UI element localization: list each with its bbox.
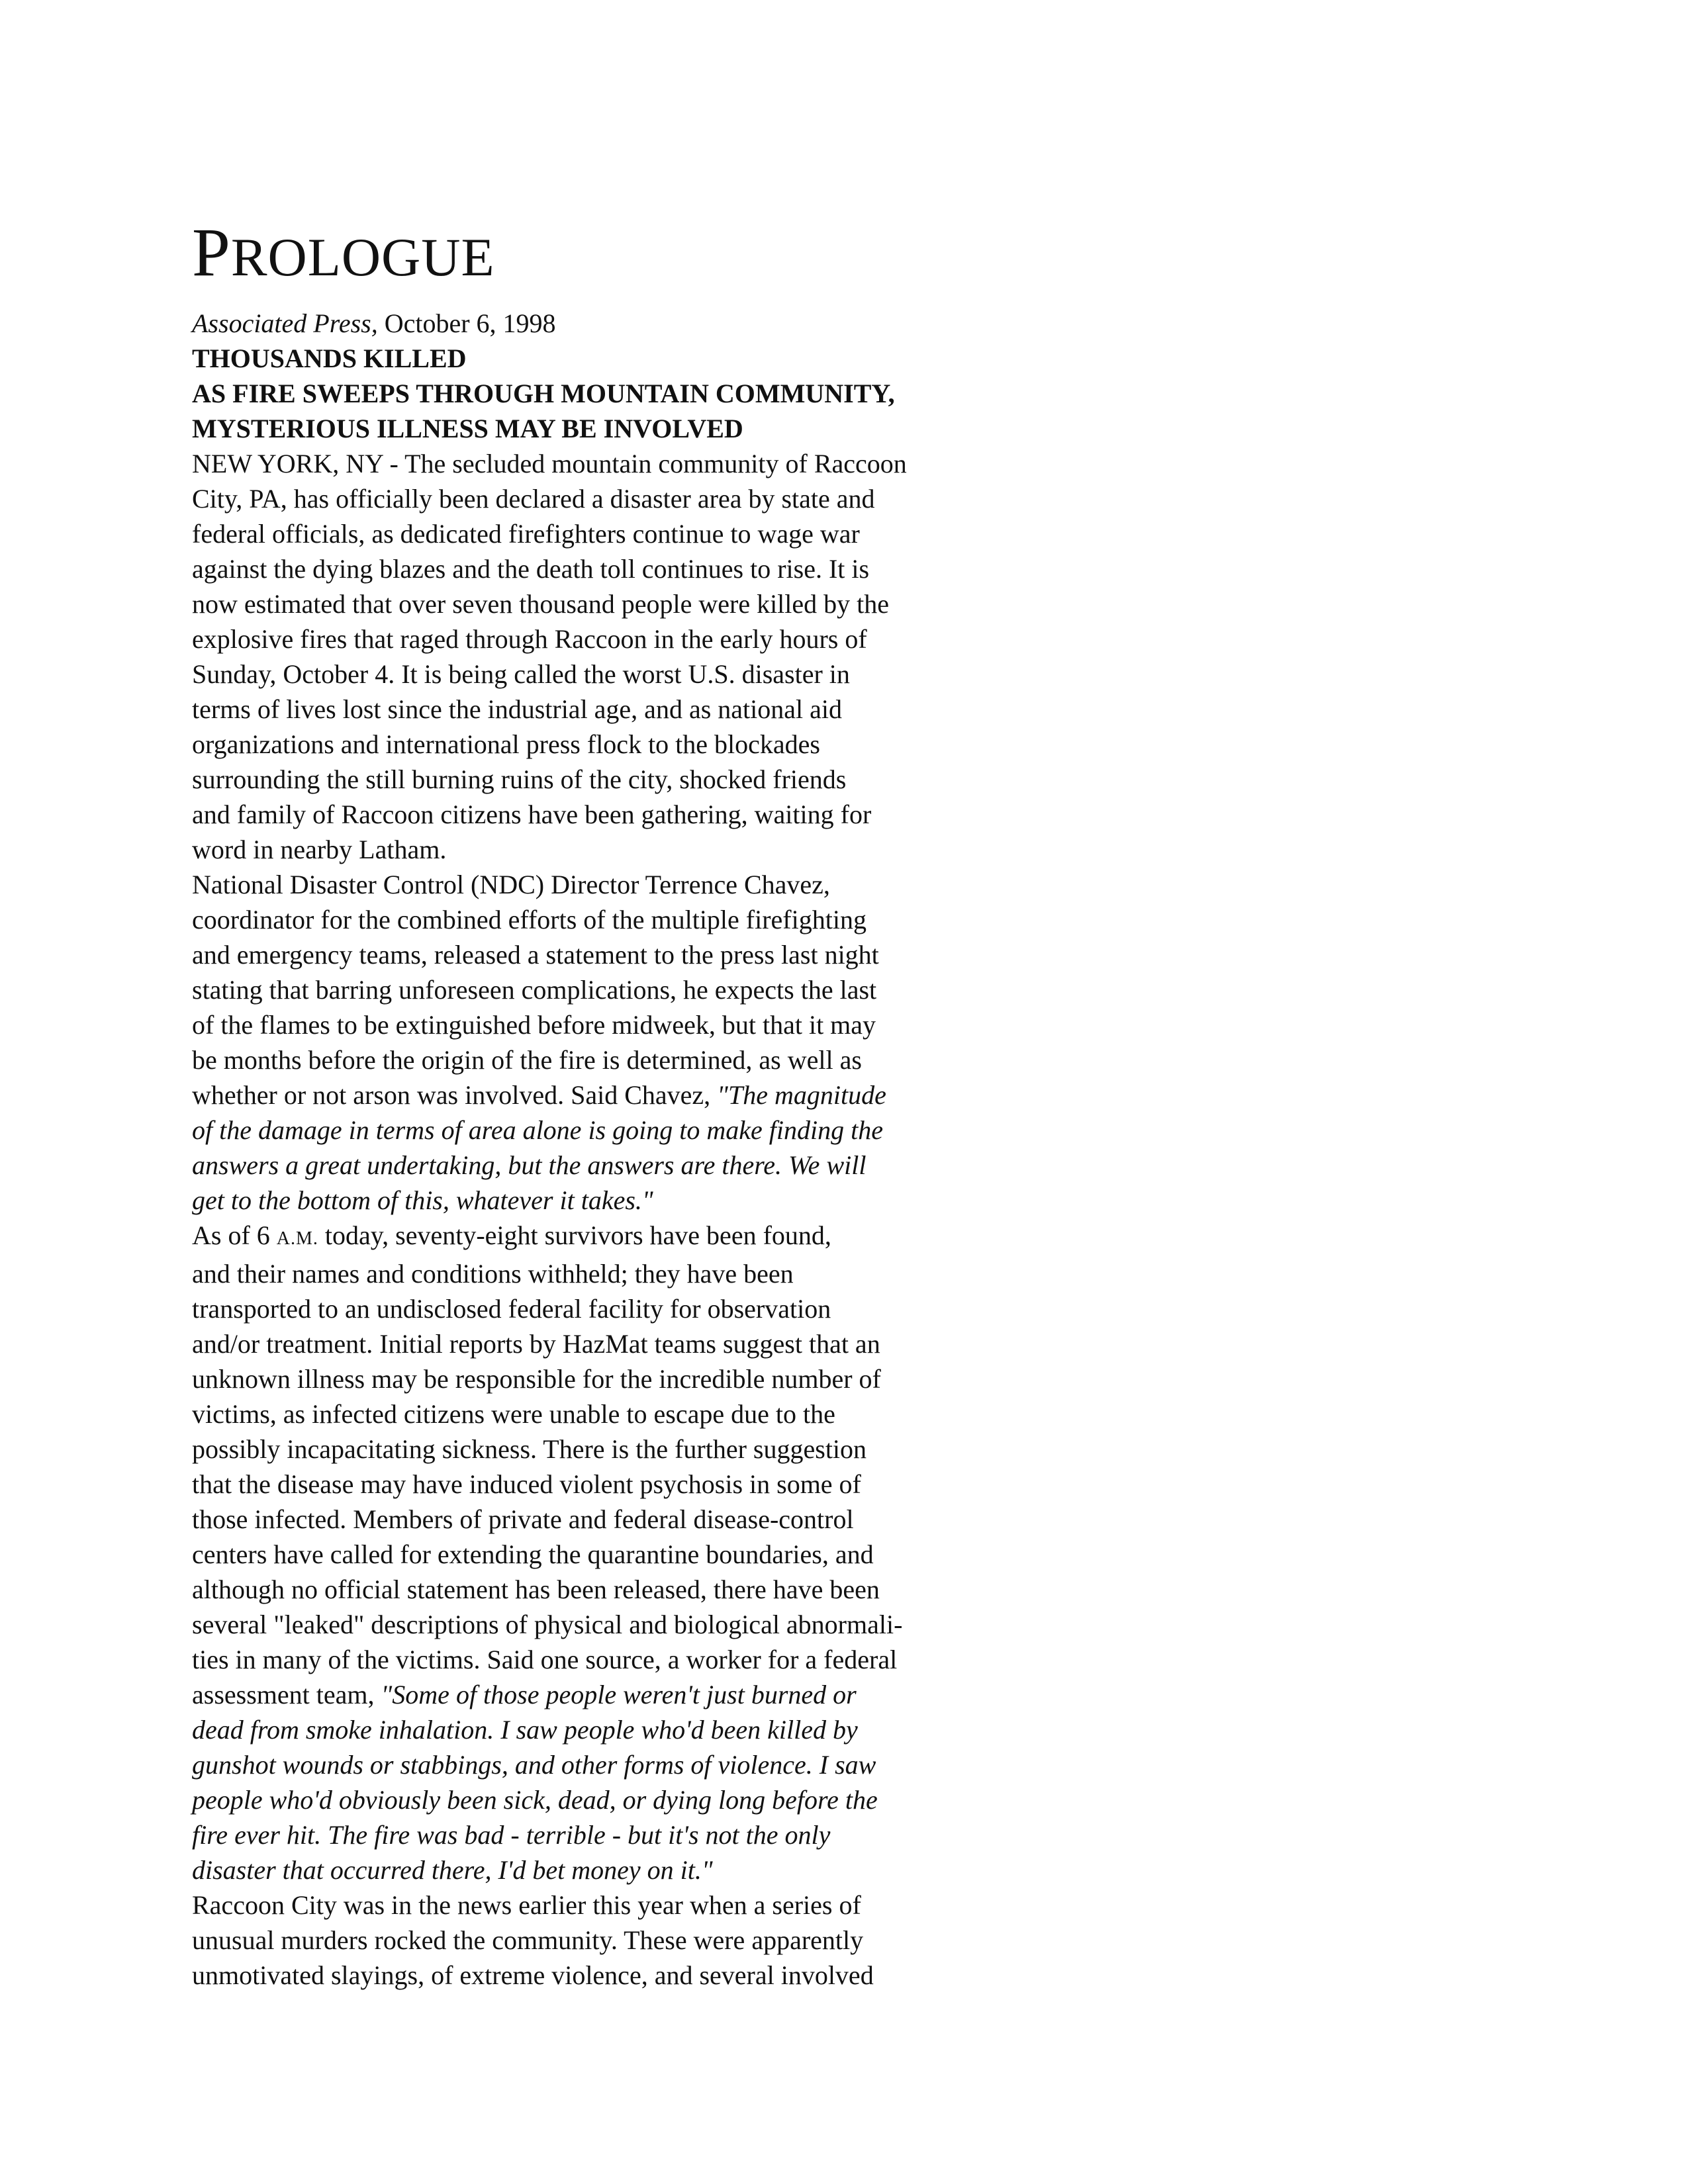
- quote-line: get to the bottom of this, whatever it takes.": [192, 1185, 653, 1215]
- text-line: unmotivated slayings, of extreme violence, and several involved: [192, 1960, 874, 1990]
- chapter-title-initial: P: [192, 214, 231, 291]
- quote-line: answers a great undertaking, but the answers are there. We will: [192, 1150, 867, 1180]
- text-line: although no official statement has been released, there have been: [192, 1574, 880, 1604]
- text-line: victims, as infected citizens were unable to escape due to the: [192, 1399, 835, 1429]
- text-line: surrounding the still burning ruins of the city, shocked friends: [192, 764, 847, 794]
- document-page: [192, 214, 1039, 1993]
- text-line: [192, 1677, 1039, 1712]
- dateline-date: October 6, 1998: [377, 308, 556, 338]
- text-line: and their names and conditions withheld; they have been: [192, 1259, 794, 1289]
- text-line: word in nearby Latham.: [192, 835, 447, 864]
- text-line: coordinator for the combined efforts of the multiple firefighting: [192, 905, 867, 934]
- quote-segment: "Some of those people weren't just burned or: [381, 1680, 857, 1709]
- text-line: possibly incapacitating sickness. There is the further suggestion: [192, 1434, 867, 1464]
- text-line: City, PA, has officially been declared a disaster area by state and: [192, 484, 875, 514]
- quote-line: people who'd obviously been sick, dead, or dying long before the: [192, 1785, 878, 1815]
- headline: [192, 341, 1039, 446]
- text-line: National Disaster Control (NDC) Director Terrence Chavez,: [192, 870, 830, 899]
- quote-line: dead from smoke inhalation. I saw people who'd been killed by: [192, 1715, 858, 1745]
- text-line: against the dying blazes and the death toll continues to rise. It is: [192, 554, 870, 584]
- chapter-title: [192, 214, 1039, 291]
- paragraph-2: [192, 867, 1039, 1218]
- quote-line: fire ever hit. The fire was bad - terrible - but it's not the only: [192, 1820, 831, 1850]
- text-line: unknown illness may be responsible for the incredible number of: [192, 1364, 881, 1394]
- text-line: Sunday, October 4. It is being called the worst U.S. disaster in: [192, 659, 850, 689]
- text-line: and/or treatment. Initial reports by HazMat teams suggest that an: [192, 1329, 880, 1359]
- paragraph-3: [192, 1218, 1039, 1888]
- text-line: [192, 1077, 1039, 1113]
- headline-line: THOUSANDS KILLED: [192, 343, 467, 373]
- text-line: ties in many of the victims. Said one source, a worker for a federal: [192, 1645, 898, 1674]
- text-line: explosive fires that raged through Raccoon in the early hours of: [192, 624, 867, 654]
- dateline-source: Associated Press,: [192, 308, 378, 338]
- quote-segment: "The magnitude: [717, 1080, 886, 1110]
- text-segment: assessment team,: [192, 1680, 381, 1709]
- chapter-title-rest: ROLOGUE: [230, 227, 495, 287]
- text-line: that the disease may have induced violent psychosis in some of: [192, 1469, 861, 1499]
- text-line: be months before the origin of the fire is determined, as well as: [192, 1045, 862, 1075]
- text-segment: whether or not arson was involved. Said Chavez,: [192, 1080, 718, 1110]
- text-line: Raccoon City was in the news earlier this year when a series of: [192, 1890, 861, 1920]
- text-line: unusual murders rocked the community. These were apparently: [192, 1925, 864, 1955]
- headline-line: MYSTERIOUS ILLNESS MAY BE INVOLVED: [192, 414, 743, 443]
- quote-line: of the damage in terms of area alone is going to make finding the: [192, 1115, 883, 1145]
- text-segment: As of 6: [192, 1220, 277, 1250]
- text-line: centers have called for extending the quarantine boundaries, and: [192, 1539, 874, 1569]
- dateline: [192, 306, 1039, 341]
- text-line: organizations and international press flock to the blockades: [192, 729, 820, 759]
- smallcaps-segment: A.M.: [276, 1228, 318, 1249]
- text-segment: today, seventy-eight survivors have been found,: [318, 1220, 831, 1250]
- text-line: federal officials, as dedicated firefighters continue to wage war: [192, 519, 860, 549]
- text-line: now estimated that over seven thousand people were killed by the: [192, 589, 890, 619]
- text-line: several "leaked" descriptions of physical and biological abnormali-: [192, 1610, 903, 1639]
- text-line: of the flames to be extinguished before midweek, but that it may: [192, 1010, 876, 1040]
- paragraph-1: [192, 446, 1039, 867]
- paragraph-4: [192, 1888, 1039, 1993]
- text-line: and family of Raccoon citizens have been gathering, waiting for: [192, 799, 872, 829]
- text-line: and emergency teams, released a statement to the press last night: [192, 940, 879, 970]
- text-line: those infected. Members of private and federal disease-control: [192, 1504, 854, 1534]
- headline-line: AS FIRE SWEEPS THROUGH MOUNTAIN COMMUNITY,: [192, 379, 895, 408]
- text-line: NEW YORK, NY - The secluded mountain community of Raccoon: [192, 449, 907, 478]
- text-line: transported to an undisclosed federal facility for observation: [192, 1294, 831, 1324]
- text-line: terms of lives lost since the industrial age, and as national aid: [192, 694, 842, 724]
- quote-line: disaster that occurred there, I'd bet money on it.": [192, 1855, 713, 1885]
- text-line: stating that barring unforeseen complications, he expects the last: [192, 975, 877, 1005]
- text-line: [192, 1218, 1039, 1256]
- quote-line: gunshot wounds or stabbings, and other forms of violence. I saw: [192, 1750, 876, 1780]
